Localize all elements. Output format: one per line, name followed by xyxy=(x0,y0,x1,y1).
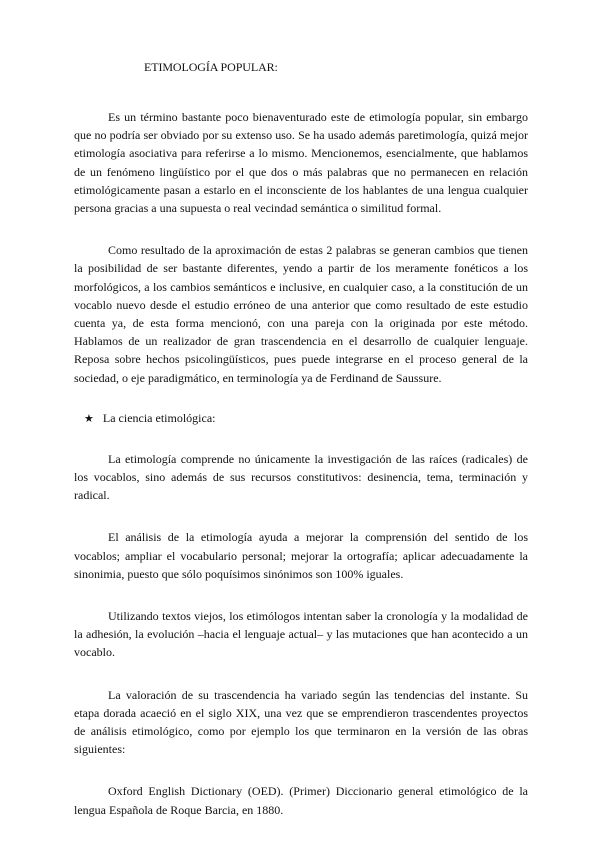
paragraph-old-texts: Utilizando textos viejos, los etimólogos intentan saber la cronología y la modalidad de la adhesión, la evolución –hacia el lenguaje actual– y las mutaciones que han acontecido a un vocablo. xyxy=(74,609,528,660)
paragraph-roots: La etimología comprende no únicamente la investigación de las raíces (radicales) de los vocablos, sino además de sus recursos constitutivos: desinencia, tema, terminación y radical. xyxy=(74,451,528,503)
paragraph-analysis: El análisis de la etimología ayuda a mejorar la comprensión del sentido de los vocablos; ampliar el vocabulario personal; mejorar la ortografía; aplicar adecuadamente la sinonimia, puesto que sólo poquísimos sinónimos son 100% iguales. xyxy=(74,530,528,581)
section-heading-label: La ciencia etimológica: xyxy=(102,410,216,425)
section-heading xyxy=(84,411,528,426)
paragraph-dictionaries: Oxford English Dictionary (OED). (Primer) Diccionario general etimológico de la lengua Española de Roque Barcia, en 1880. xyxy=(74,784,528,817)
paragraph-valuation: La valoración de su trascendencia ha variado según las tendencias del instante. Su etapa dorada acaeció en el siglo XIX, una vez que se emprendieron trascendentes proyectos de análisis etimológico, como por ejemplo los que terminaron en la versión de las obras siguientes: xyxy=(74,687,528,757)
document-page xyxy=(74,60,528,819)
document-title: ETIMOLOGÍA POPULAR: xyxy=(144,60,278,74)
paragraph-approximation: Como resultado de la aproximación de estas 2 palabras se generan cambios que tienen la posibilidad de ser bastante diferentes, yendo a partir de los meramente fonéticos a los morfológicos, a los cambios semánticos e inclusive, en cualquier caso, a la constitución de un vocablo nuevo desde el estudio erróneo de una anterior que como resultado de este estudio cuenta ya, de esta forma mencionó, con una pareja con la originada por este método. Hablamos de un realizador de gran trascendencia en el desarrollo de cualquier lenguaje. Reposa sobre hechos psicolingüísticos, pues puede integrarse en el proceso general de la sociedad, o eje paradigmático, en terminología ya de Ferdinand de Saussure. xyxy=(74,243,528,385)
star-bullet-icon: ★ xyxy=(84,411,94,425)
paragraph-intro: Es un término bastante poco bienaventurado este de etimología popular, sin embargo que no podría ser obviado por su extenso uso. Se ha usado además paretimología, quizá mejor etimología asociativa para referirse a lo mismo. Mencionemos, esencialmente, que hablamos de un fenómeno lingüístico por el que dos o más palabras que no permanecen en relación etimológicamente pasan a estarlo en el inconsciente de los hablantes de una lengua cualquier persona gracias a una supuesta o real vecindad semántica o similitud formal. xyxy=(74,110,528,216)
